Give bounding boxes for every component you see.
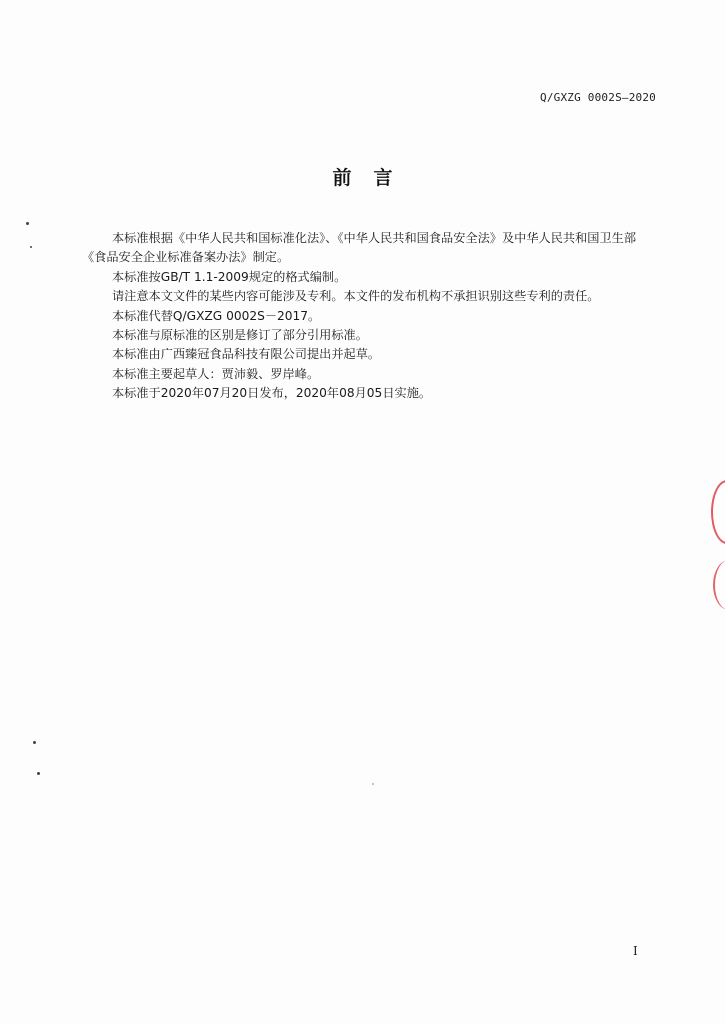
seal-fragment-icon [713, 560, 725, 610]
scan-speck [372, 783, 374, 785]
paragraph-patent-notice: 请注意本文文件的某些内容可能涉及专利。本文件的发布机构不承担识别这些专利的责任。 [112, 289, 600, 304]
scan-speck [33, 741, 36, 744]
paragraph-proposer: 本标准由广西臻冠食品科技有限公司提出并起草。 [112, 347, 381, 362]
paragraph-drafters: 本标准主要起草人：贾沛毅、罗岸峰。 [112, 366, 320, 381]
scan-speck [26, 222, 29, 225]
foreword-body [82, 229, 673, 404]
scan-speck [30, 246, 32, 248]
paragraph-basis-continued: 《食品安全企业标准备案办法》制定。 [82, 250, 290, 265]
document-code: Q/GXZG 0002S—2020 [540, 91, 656, 104]
seal-fragment-icon [711, 480, 725, 544]
paragraph-format: 本标准按GB/T 1.1-2009规定的格式编制。 [112, 269, 347, 284]
paragraph-differences: 本标准与原标准的区别是修订了部分引用标准。 [112, 328, 368, 343]
paragraph-dates: 本标准于2020年07月20日发布，2020年08月05日实施。 [112, 386, 432, 401]
paragraph-replaces: 本标准代替Q/GXZG 0002S－2017。 [112, 308, 321, 323]
scan-speck [37, 772, 40, 775]
page-title: 前言 [332, 167, 415, 189]
page-number: I [633, 944, 638, 958]
paragraph-basis: 本标准根据《中华人民共和国标准化法》、《中华人民共和国食品安全法》及中华人民共和国卫生部 [112, 231, 637, 245]
